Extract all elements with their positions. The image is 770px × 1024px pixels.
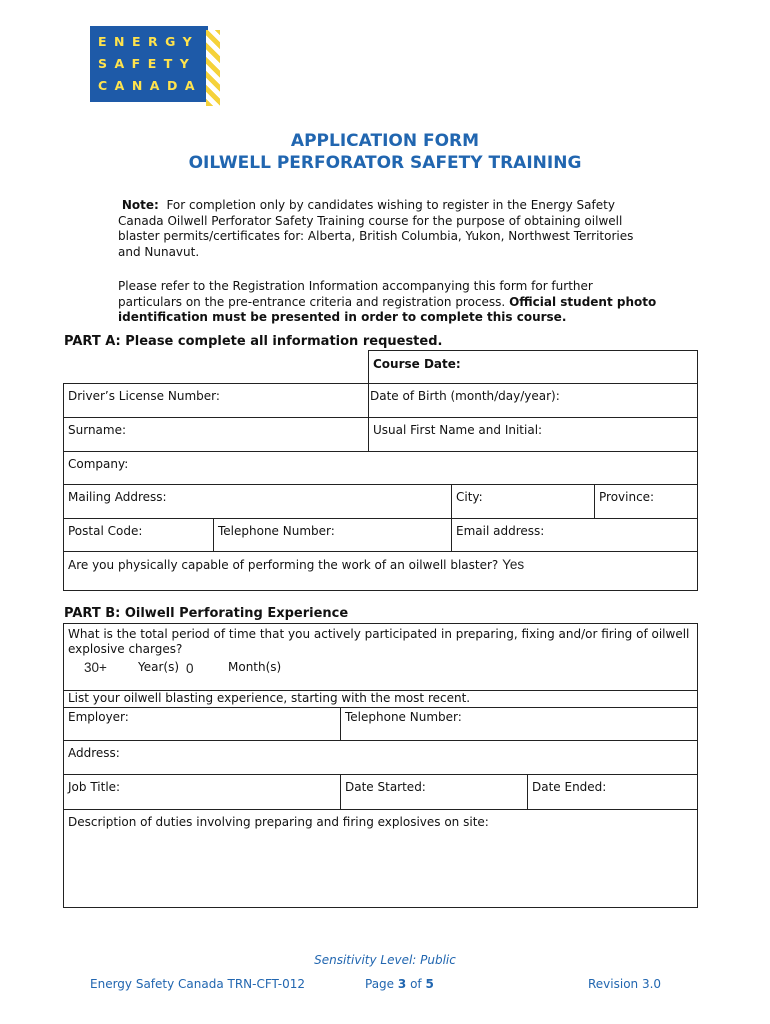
physically-capable-question: Are you physically capable of performing the work of an oilwell blaster? xyxy=(68,558,499,572)
job-title-field[interactable]: Job Title: xyxy=(68,780,121,794)
page-of: of xyxy=(410,977,422,991)
months-label: Month(s) xyxy=(228,660,282,674)
email-field[interactable]: Email address: xyxy=(456,524,545,538)
first-name-field[interactable]: Usual First Name and Initial: xyxy=(373,423,543,437)
years-value[interactable]: 30+ xyxy=(84,660,107,675)
page-current: 3 xyxy=(397,977,407,991)
note-paragraph xyxy=(118,198,658,260)
employer-address-field[interactable]: Address: xyxy=(68,746,120,760)
energy-safety-canada-logo xyxy=(90,26,220,106)
surname-field[interactable]: Surname: xyxy=(68,423,127,437)
list-experience-label: List your oilwell blasting experience, starting with the most recent. xyxy=(68,691,471,705)
months-value[interactable]: 0 xyxy=(186,661,194,676)
date-started-field[interactable]: Date Started: xyxy=(345,780,426,794)
logo-hazard-stripe xyxy=(206,30,220,106)
employer-field[interactable]: Employer: xyxy=(68,710,129,724)
total-period-question: What is the total period of time that you actively participated in preparing, fixing and/or firing of oilwell explosive charges? xyxy=(68,627,690,656)
logo-line-2: SAFETY xyxy=(98,56,197,71)
refer-paragraph xyxy=(118,279,658,326)
page-number xyxy=(365,977,434,991)
physically-capable-answer[interactable]: Yes xyxy=(502,557,525,572)
course-date-field[interactable]: Course Date: xyxy=(373,357,461,371)
total-period-cell xyxy=(64,624,697,690)
part-a-heading: PART A: Please complete all information requested. xyxy=(64,334,443,349)
document-id: Energy Safety Canada TRN-CFT-012 xyxy=(90,977,306,991)
form-subtitle: OILWELL PERFORATOR SAFETY TRAINING xyxy=(188,153,582,173)
note-text: For completion only by candidates wishing to register in the Energy Safety Canada Oilwell Perforator Safety Training course for the purpose of obtaining oilwell blaster permits/certificates for: Alberta, British Columbia, Yukon, Northwest Territories and Nunavut. xyxy=(118,198,634,259)
province-field[interactable]: Province: xyxy=(599,490,655,504)
sensitivity-level: Sensitivity Level: Public xyxy=(314,953,456,967)
date-ended-field[interactable]: Date Ended: xyxy=(532,780,607,794)
drivers-license-field[interactable]: Driver’s License Number: xyxy=(68,389,220,403)
employer-telephone-field[interactable]: Telephone Number: xyxy=(345,710,462,724)
physically-capable-row xyxy=(64,552,697,590)
revision: Revision 3.0 xyxy=(588,977,662,991)
logo-line-1: ENERGY xyxy=(98,34,200,49)
telephone-field[interactable]: Telephone Number: xyxy=(218,524,335,538)
city-field[interactable]: City: xyxy=(456,490,483,504)
page-prefix: Page xyxy=(365,977,395,991)
date-of-birth-field[interactable]: Date of Birth (month/day/year): xyxy=(370,389,560,403)
mailing-address-field[interactable]: Mailing Address: xyxy=(68,490,167,504)
part-b-heading: PART B: Oilwell Perforating Experience xyxy=(64,606,349,621)
note-label: Note: xyxy=(121,198,159,212)
company-field[interactable]: Company: xyxy=(68,457,129,471)
postal-code-field[interactable]: Postal Code: xyxy=(68,524,143,538)
form-title: APPLICATION FORM xyxy=(290,131,480,151)
logo-line-3: CANADA xyxy=(98,78,203,93)
years-label: Year(s) xyxy=(138,660,180,674)
refer-bold-text: Official student photo identification must be presented in order to complete this course. xyxy=(118,294,657,324)
refer-text: Please refer to the Registration Information accompanying this form for further particulars on the pre-entrance criteria and registration process. xyxy=(118,279,593,309)
page-total: 5 xyxy=(425,977,434,991)
duties-description-field[interactable]: Description of duties involving preparing and firing explosives on site: xyxy=(68,815,489,829)
